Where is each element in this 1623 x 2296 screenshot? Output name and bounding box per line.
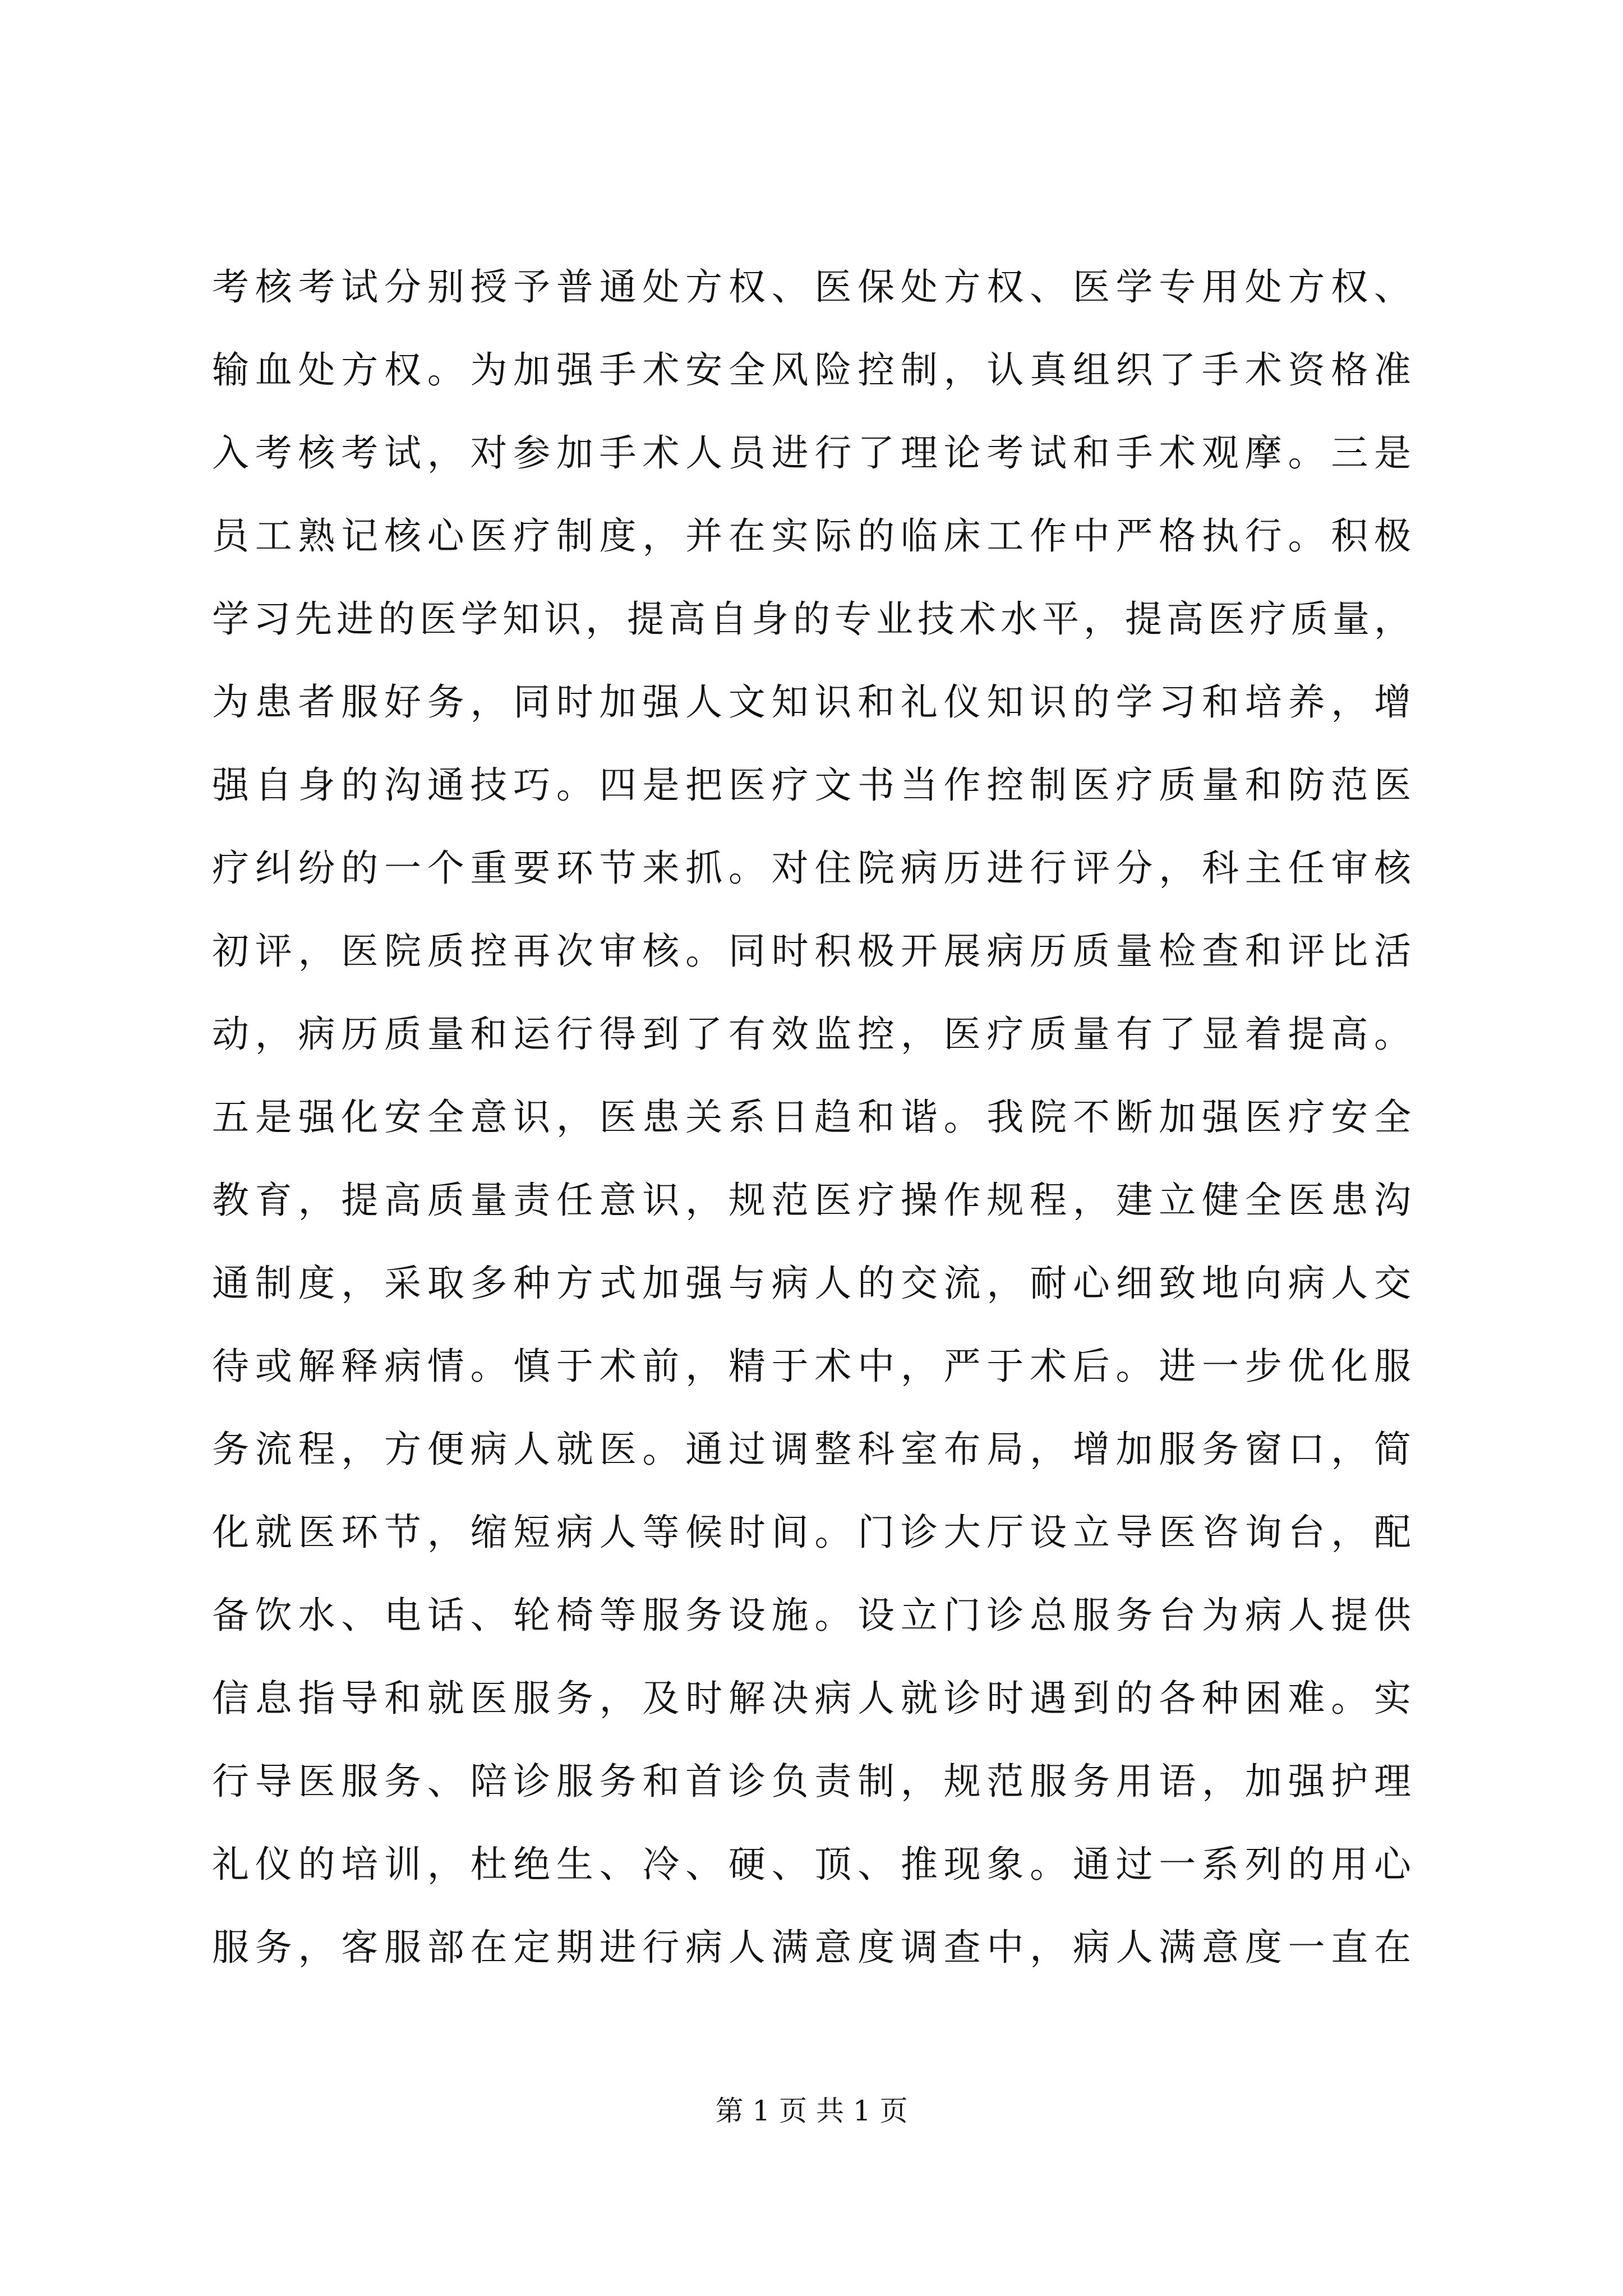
text-line-21: 服务，客服部在定期进行病人满意度调查中，病人满意度一直在 (212, 1926, 1412, 1969)
text-line-19: 行导医服务、陪诊服务和首诊负责制，规范服务用语，加强护理 (212, 1760, 1412, 1803)
text-line-20: 礼仪的培训，杜绝生、冷、硬、顶、推现象。通过一系列的用心 (212, 1843, 1412, 1886)
text-line-2: 输血处方权。为加强手术安全风险控制，认真组织了手术资格准 (212, 348, 1412, 392)
text-line-3: 入考核考试，对参加手术人员进行了理论考试和手术观摩。三是 (212, 431, 1412, 475)
text-line-9: 初评，医院质控再次审核。同时积极开展病历质量检查和评比活 (212, 930, 1412, 973)
text-line-5: 学习先进的医学知识，提高自身的专业技术水平，提高医疗质量， (212, 597, 1412, 641)
text-line-11: 五是强化安全意识，医患关系日趋和谐。我院不断加强医疗安全 (212, 1096, 1412, 1139)
text-line-17: 备饮水、电话、轮椅等服务设施。设立门诊总服务台为病人提供 (212, 1594, 1412, 1637)
page-footer: 第 1 页 共 1 页 (715, 2095, 908, 2127)
text-line-6: 为患者服好务，同时加强人文知识和礼仪知识的学习和培养，增 (212, 680, 1412, 724)
text-line-10: 动，病历质量和运行得到了有效监控，医疗质量有了显着提高。 (212, 1013, 1412, 1056)
text-line-14: 待或解释病情。慎于术前，精于术中，严于术后。进一步优化服 (212, 1345, 1412, 1388)
text-line-18: 信息指导和就医服务，及时解决病人就诊时遇到的各种困难。实 (212, 1677, 1412, 1720)
text-line-4: 员工熟记核心医疗制度，并在实际的临床工作中严格执行。积极 (212, 514, 1412, 558)
text-line-8: 疗纠纷的一个重要环节来抓。对住院病历进行评分，科主任审核 (212, 846, 1412, 890)
text-line-15: 务流程，方便病人就医。通过调整科室布局，增加服务窗口，简 (212, 1428, 1412, 1471)
text-line-1: 考核考试分别授予普通处方权、医保处方权、医学专用处方权、 (212, 265, 1412, 309)
body-text (212, 246, 1412, 1989)
text-line-16: 化就医环节，缩短病人等候时间。门诊大厅设立导医咨询台，配 (212, 1511, 1412, 1554)
text-line-13: 通制度，采取多种方式加强与病人的交流，耐心细致地向病人交 (212, 1262, 1412, 1305)
text-line-12: 教育，提高质量责任意识，规范医疗操作规程，建立健全医患沟 (212, 1179, 1412, 1222)
text-line-7: 强自身的沟通技巧。四是把医疗文书当作控制医疗质量和防范医 (212, 763, 1412, 807)
